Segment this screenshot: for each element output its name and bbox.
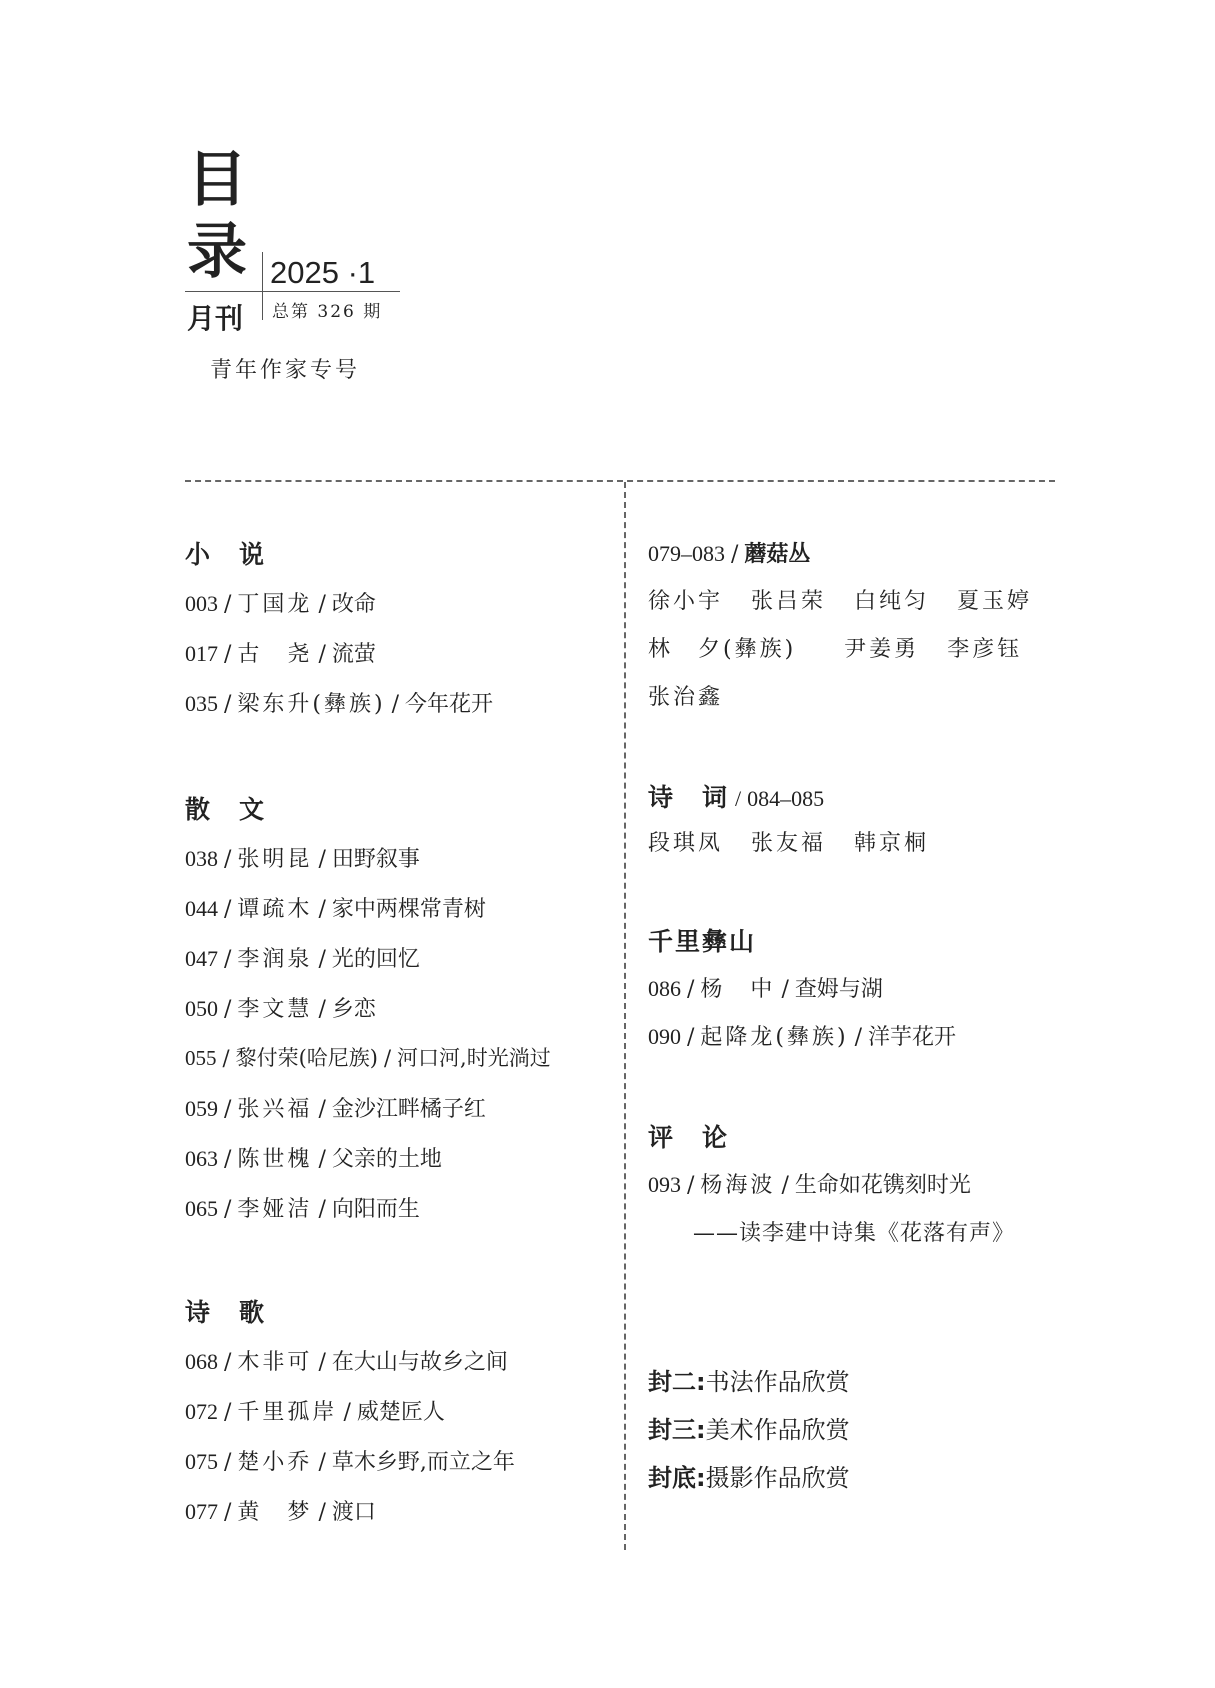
header-vertical-divider	[262, 252, 263, 320]
toc-entry[interactable]: 075 / 楚小乔 / 草木乡野,而立之年	[185, 1449, 515, 1475]
section-title-fiction: 小 说	[185, 540, 267, 569]
monthly-label: 月刊	[187, 302, 244, 335]
special-issue-label: 青年作家专号	[210, 358, 361, 383]
toc-entry[interactable]: 059 / 张兴福 / 金沙江畔橘子红	[185, 1096, 486, 1122]
total-issue: 总第 326 期	[272, 302, 383, 322]
toc-entry[interactable]: 050 / 李文慧 / 乡恋	[185, 996, 376, 1022]
toc-entry[interactable]: 086 / 杨 中 / 查姆与湖	[648, 976, 883, 1002]
toc-entry[interactable]: 035 / 梁东升(彝族) / 今年花开	[185, 691, 494, 717]
classical-poetry-author-row: 段琪凤 张友福 韩京桐	[648, 831, 930, 856]
year-issue: 2025 ·1	[270, 255, 376, 290]
toc-entry[interactable]: 090 / 起降龙(彝族) / 洋芋花开	[648, 1024, 957, 1050]
toc-entry[interactable]: 017 / 古 尧 / 流萤	[185, 641, 376, 667]
toc-entry[interactable]: 093 / 杨海波 / 生命如花镌刻时光	[648, 1172, 971, 1198]
dashed-divider-horizontal	[185, 480, 1055, 482]
toc-entry-subtitle: ——读李建中诗集《花落有声》	[693, 1221, 1016, 1246]
cover-note: 封三:美术作品欣赏	[648, 1416, 850, 1444]
section-title-yi-mountain: 千里彝山	[648, 927, 757, 956]
toc-entry[interactable]: 047 / 李润泉 / 光的回忆	[185, 946, 420, 972]
section-title-poetry: 诗 歌	[185, 1298, 267, 1327]
header-horizontal-divider	[185, 291, 400, 292]
section-title-prose: 散 文	[185, 795, 267, 824]
mushroom-author-row: 张治鑫	[648, 685, 724, 710]
toc-entry[interactable]: 072 / 千里孤岸 / 威楚匠人	[185, 1399, 445, 1425]
toc-entry[interactable]: 077 / 黄 梦 / 渡口	[185, 1499, 376, 1525]
page-title-char-1: 目	[187, 145, 247, 215]
section-mushroom-header[interactable]: 079–083 / 蘑菇丛	[648, 541, 811, 567]
mushroom-author-row: 徐小宇 张吕荣 白纯匀 夏玉婷	[648, 589, 1033, 614]
section-classical-poetry-header[interactable]: 诗 词 / 084–085	[648, 783, 825, 812]
toc-entry[interactable]: 068 / 木非可 / 在大山与故乡之间	[185, 1349, 508, 1375]
mushroom-author-row: 林 夕(彝族) 尹姜勇 李彦钰	[648, 637, 1023, 662]
cover-note: 封二:书法作品欣赏	[648, 1368, 850, 1396]
toc-entry[interactable]: 038 / 张明昆 / 田野叙事	[185, 846, 420, 872]
dashed-divider-vertical	[624, 482, 626, 1550]
section-title-criticism: 评 论	[648, 1123, 730, 1152]
toc-entry[interactable]: 063 / 陈世槐 / 父亲的土地	[185, 1146, 442, 1172]
toc-entry[interactable]: 055 / 黎付荣(哈尼族) / 河口河,时光淌过	[185, 1046, 551, 1070]
toc-entry[interactable]: 003 / 丁国龙 / 改命	[185, 591, 376, 617]
cover-note: 封底:摄影作品欣赏	[648, 1464, 850, 1492]
toc-entry[interactable]: 065 / 李娅洁 / 向阳而生	[185, 1196, 420, 1222]
page-title-char-2: 录	[187, 217, 247, 287]
toc-entry[interactable]: 044 / 谭疏木 / 家中两棵常青树	[185, 896, 486, 922]
